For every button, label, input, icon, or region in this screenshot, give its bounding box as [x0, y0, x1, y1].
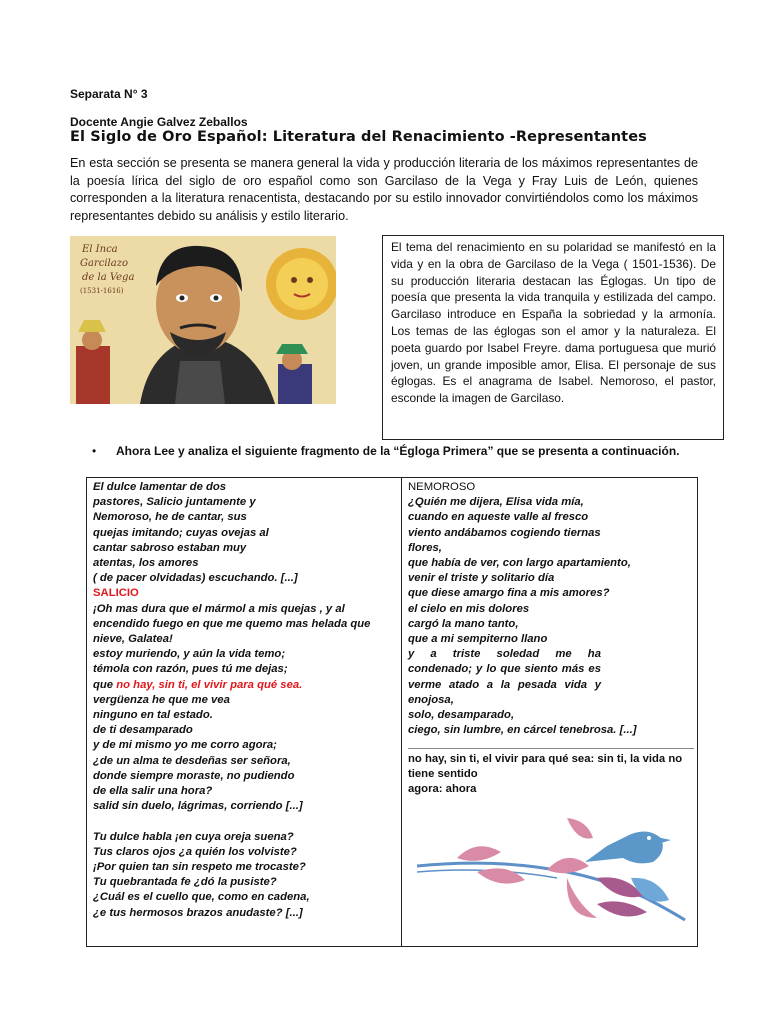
bird-on-branch-illustration: [417, 808, 687, 923]
poem-line: pastores, Salicio juntamente y: [93, 496, 256, 509]
poem-line: quejas imitando; cuyas ovejas al: [93, 526, 269, 539]
poem-line: condenado; y lo que siento más es: [408, 663, 601, 676]
leaf-icon: [457, 846, 501, 861]
poem-line: ninguno en tal estado.: [93, 709, 213, 722]
poem-line: que había de ver, con largo apartamiento,: [408, 557, 631, 570]
portrait-caption-4: (1531-1616): [80, 287, 124, 295]
poem-line: ¿Cuál es el cuello que, como en cadena,: [93, 891, 310, 904]
poem-line: ciego, sin lumbre, en cárcel tenebrosa. [...]: [408, 724, 637, 737]
poem-line: el cielo en mis dolores: [408, 602, 530, 615]
portrait-caption-2: Garcilazo: [80, 258, 128, 269]
poem-line: solo, desamparado,: [408, 709, 515, 722]
poem-line: vergüenza he que me vea: [93, 693, 230, 706]
poem-line: atentas, los amores: [93, 557, 199, 570]
poem-line: y a triste soledad me ha: [408, 648, 601, 661]
separata-number: Separata N° 3: [70, 87, 148, 101]
egloga-fragment-table: [86, 477, 698, 947]
poem-line: verme atado a la pesada vida y: [408, 678, 601, 691]
poem-line: Tu quebrantada fe ¿dó la pusiste?: [93, 876, 277, 889]
summary-text: El tema del renacimiento en su polaridad se manifestó en la vida y en la obra de Garcilaso de la Vega ( 1501-1536). De su producción literaria destacan las Églogas. Un tipo de poesía que presenta la vida tranquila y estilizada del campo. Garcilaso introduce en España la sobriedad y la armonía. Los temas de las églogas son el amor y la naturaleza. El poeta guardo por Isabel Freyre. dama portuguesa que murió joven, un grande imposible amor, Elisa. El personaje de sus églogas. Es el anagrama de Isabel. Nemoroso, el pastor, esconde la imagen de Garcilaso.: [391, 240, 716, 406]
poem-line: ¿Quién me dijera, Elisa vida mía,: [408, 496, 584, 509]
poem-line: ¡Oh mas dura que el mármol a mis quejas , y al: [93, 602, 345, 615]
poem-line: ¡Por quien tan sin respeto me trocaste?: [93, 861, 306, 874]
salicio-column: [93, 480, 393, 921]
poem-line: salid sin duelo, lágrimas, corriendo [...]: [93, 800, 303, 813]
speaker-nemoroso: NEMOROSO: [408, 481, 476, 493]
poem-line: ¿de un alma te desdeñas ser señora,: [93, 754, 291, 767]
speaker-salicio: SALICIO: [93, 587, 139, 600]
poem-line: enojosa,: [408, 693, 454, 706]
page-title: El Siglo de Oro Español: Literatura del Renacimiento -Representantes: [70, 129, 647, 145]
poem-line: Nemoroso, he de cantar, sus: [93, 511, 247, 524]
portrait-caption-3: de la Vega: [82, 272, 135, 283]
poem-line: Tus claros ojos ¿a quién los volviste?: [93, 845, 297, 858]
poem-line: que a mi sempiterno llano: [408, 633, 548, 646]
bird-icon: [585, 831, 671, 863]
instruction-text: Ahora Lee y analiza el siguiente fragmento de la “Égloga Primera” que se presenta a continuación.: [116, 444, 680, 458]
leaf-icon: [477, 868, 525, 883]
gloss-separator: [408, 748, 694, 749]
poem-line: cuando en aqueste valle al fresco: [408, 511, 589, 524]
sun-icon: [266, 248, 336, 320]
garcilaso-summary-box: [382, 235, 724, 440]
poem-line: donde siempre moraste, no pudiendo: [93, 769, 295, 782]
poem-line: que diese amargo fina a mis amores?: [408, 587, 610, 600]
poem-line: ¿e tus hermosos brazos anudaste? [...]: [93, 906, 303, 919]
poem-line: El dulce lamentar de dos: [93, 481, 227, 493]
intro-paragraph: En esta sección se presenta se manera general la vida y producción literaria de los máximos representantes de la poesía lírica del siglo de oro español como son Garcilaso de la Vega y Fray Luis de León, quienes corresponden a la literatura renacentista, destacando por su estilo innovador convirtiéndolos como los máximos representantes debido su análisis y estilo literario.: [70, 156, 698, 223]
poem-line: Tu dulce habla ¡en cuya oreja suena?: [93, 830, 294, 843]
portrait-caption-1: El Inca: [82, 244, 118, 255]
poem-line: nieve, Galatea!: [93, 633, 173, 646]
garcilaso-portrait-image: [70, 236, 336, 404]
poem-line: de ella salir una hora?: [93, 785, 213, 798]
poem-line: ( de pacer olvidadas) escuchando. [...]: [93, 572, 298, 585]
nemoroso-column: [408, 480, 694, 738]
highlighted-verse: no hay, sin ti, el vivir para qué sea.: [116, 678, 303, 691]
poem-line: estoy muriendo, y aún la vida temo;: [93, 648, 286, 661]
teacher-name: Docente Angie Galvez Zeballos: [70, 115, 248, 129]
glossary: [408, 752, 692, 798]
poem-line: encendido fuego en que me quemo mas helada que: [93, 617, 371, 630]
poem-line: venir el triste y solitario día: [408, 572, 555, 585]
gloss-line: tiene sentido: [408, 768, 478, 781]
poem-line-highlighted: [93, 678, 393, 693]
poem-line: cantar sabroso estaban muy: [93, 541, 247, 554]
gloss-line: agora: ahora: [408, 783, 477, 796]
highlight-prefix: que: [93, 678, 117, 691]
leaf-icon: [547, 858, 589, 873]
bullet-icon: •: [92, 444, 97, 458]
poem-line: y de mi mismo yo me corro agora;: [93, 739, 277, 752]
poem-line: cargó la mano tanto,: [408, 617, 519, 630]
gloss-line: no hay, sin ti, el vivir para qué sea: sin ti, la vida no: [408, 753, 683, 765]
column-divider: [401, 478, 402, 946]
leaf-icon: [567, 878, 597, 918]
poem-line: témola con razón, pues tú me dejas;: [93, 663, 288, 676]
poem-line: de ti desamparado: [93, 724, 193, 737]
leaf-icon: [567, 818, 593, 839]
poem-line: viento andábamos cogiendo tiernas: [408, 526, 601, 539]
poem-line: flores,: [408, 541, 442, 554]
leaf-icon: [597, 901, 647, 916]
